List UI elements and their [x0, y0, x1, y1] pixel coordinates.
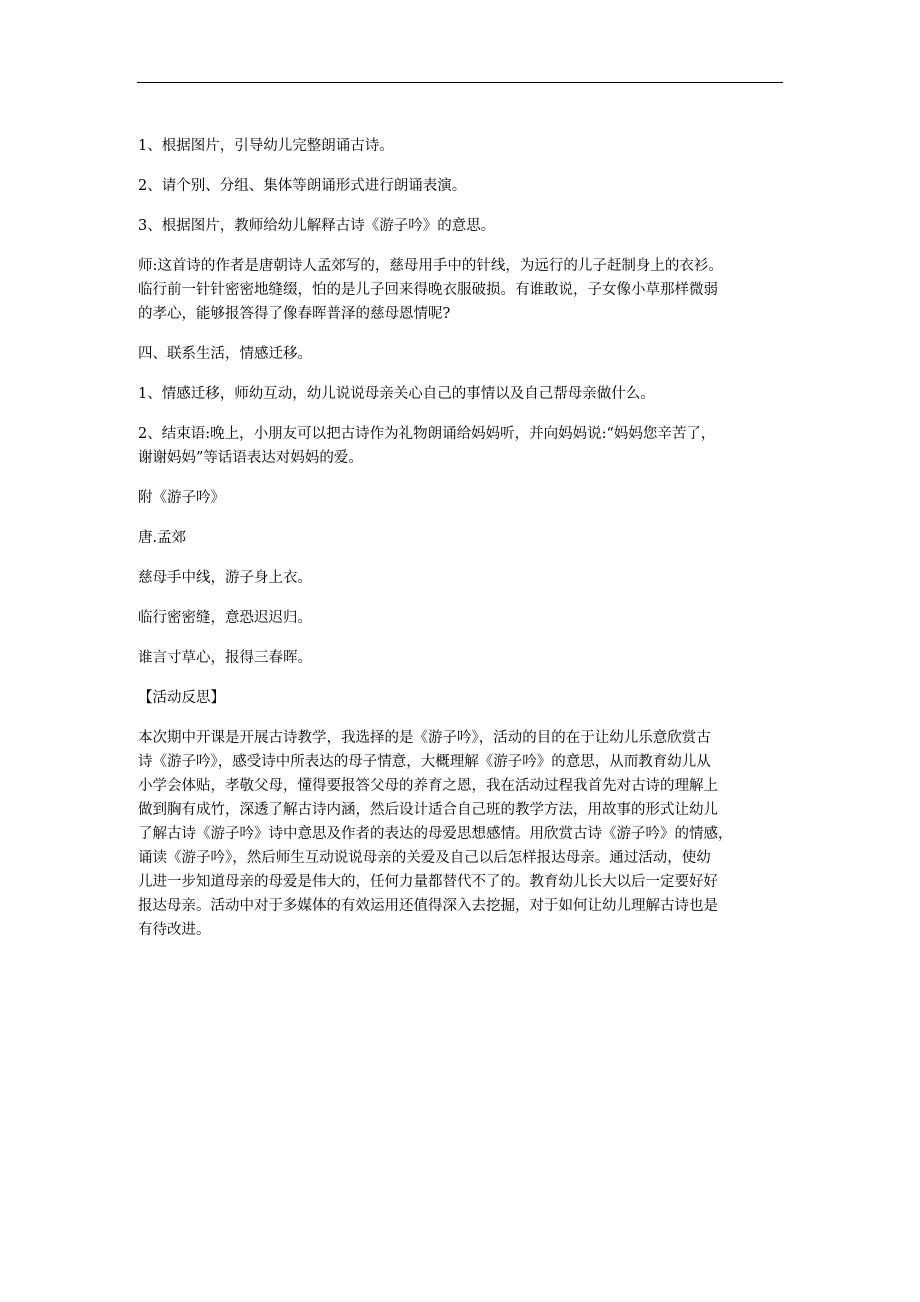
paragraph-line: 小学会体贴，孝敬父母，懂得要报答父母的养育之恩，我在活动过程我首先对古诗的理解上 — [138, 778, 718, 794]
paragraph-line: 本次期中开课是开展古诗教学，我选择的是《游子吟》，活动的目的在于让幼儿乐意欣赏古 — [138, 730, 711, 746]
paragraph-line: 2、请个别、分组、集体等朗诵形式进行朗诵表演。 — [138, 178, 467, 194]
paragraph-line: 【活动反思】 — [138, 690, 225, 706]
paragraph-teacher-explanation — [138, 254, 790, 326]
poem-author — [138, 526, 790, 550]
paragraph-line: 的孝心，能够报答得了像春晖普泽的慈母恩情呢? — [138, 306, 451, 322]
poem-line-3 — [138, 646, 790, 670]
paragraph-line: 谁言寸草心，报得三春晖。 — [138, 650, 312, 666]
paragraph-line: 儿进一步知道母亲的母爱是伟大的，任何力量都替代不了的。教育幼儿长大以后一定要好好 — [138, 874, 718, 890]
paragraph-line: 2、结束语:晚上，小朋友可以把古诗作为礼物朗诵给妈妈听，并向妈妈说:“妈妈您辛苦了， — [138, 426, 716, 442]
poem-line-1 — [138, 566, 790, 590]
paragraph-step-3 — [138, 214, 790, 238]
paragraph-step-2 — [138, 174, 790, 198]
document-body — [138, 134, 790, 958]
poem-title — [138, 486, 790, 510]
paragraph-line: 慈母手中线，游子身上衣。 — [138, 570, 312, 586]
paragraph-emotion-transfer — [138, 382, 790, 406]
reflection-heading — [138, 686, 790, 710]
paragraph-line: 临行密密缝，意恐迟迟归。 — [138, 610, 312, 626]
paragraph-line: 谢谢妈妈”等话语表达对妈妈的爱。 — [138, 450, 363, 466]
paragraph-line: 诵读《游子吟》，然后师生互动说说母亲的关爱及自己以后怎样报达母亲。通过活动，使幼 — [138, 850, 711, 866]
paragraph-line: 有待改进。 — [138, 922, 211, 938]
paragraph-step-1 — [138, 134, 790, 158]
paragraph-line: 了解古诗《游子吟》诗中意思及作者的表达的母爱思想感情。用欣赏古诗《游子吟》的情感， — [138, 826, 733, 842]
paragraph-line: 临行前一针针密密地缝缀，怕的是儿子回来得晚衣服破损。有谁敢说，子女像小草那样微弱 — [138, 282, 718, 298]
reflection-body — [138, 726, 790, 942]
paragraph-line: 1、根据图片，引导幼儿完整朗诵古诗。 — [138, 138, 394, 154]
header-rule — [137, 82, 783, 83]
paragraph-line: 报达母亲。活动中对于多媒体的有效运用还值得深入去挖掘，对于如何让幼儿理解古诗也是 — [138, 898, 718, 914]
section-heading-four — [138, 342, 790, 366]
paragraph-line: 唐.孟郊 — [138, 530, 187, 546]
paragraph-line: 四、联系生活，情感迁移。 — [138, 346, 312, 362]
paragraph-line: 1、情感迁移，师幼互动，幼儿说说母亲关心自己的事情以及自己帮母亲做什么。 — [138, 386, 655, 402]
paragraph-line: 师:这首诗的作者是唐朝诗人孟郊写的，慈母用手中的针线，为远行的儿子赶制身上的衣衫。 — [138, 258, 723, 274]
paragraph-line: 3、根据图片，教师给幼儿解释古诗《游子吟》的意思。 — [138, 218, 496, 234]
poem-line-2 — [138, 606, 790, 630]
paragraph-closing-remarks — [138, 422, 790, 470]
paragraph-line: 诗《游子吟》，感受诗中所表达的母子情意，大概理解《游子吟》的意思，从而教育幼儿从 — [138, 754, 711, 770]
paragraph-line: 做到胸有成竹，深透了解古诗内涵，然后设计适合自己班的教学方法，用故事的形式让幼儿 — [138, 802, 718, 818]
paragraph-line: 附《游子吟》 — [138, 490, 225, 506]
